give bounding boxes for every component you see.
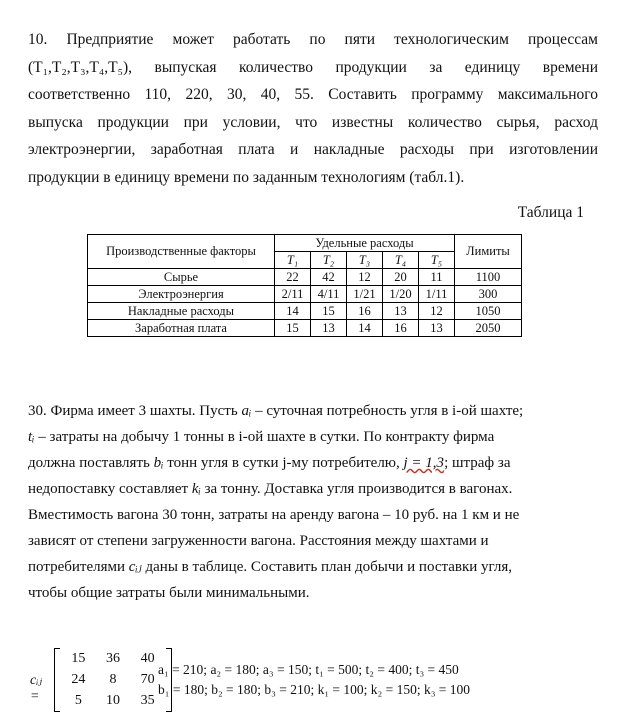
matrix-label: cᵢⱼ = bbox=[30, 673, 43, 704]
limit-cell: 1050 bbox=[455, 303, 522, 320]
problem-30-line bbox=[28, 554, 588, 580]
problem-10-line: (T₁,T₂,T₃,T₄,T₅), выпуская количество продукции за единицу времени bbox=[28, 58, 598, 76]
problem-30-line: чтобы общие затраты были минимальными. bbox=[28, 585, 310, 601]
table-cell: 14 bbox=[347, 320, 383, 337]
table-cell: 16 bbox=[383, 320, 419, 337]
production-factors-table bbox=[87, 234, 522, 337]
factor-name: Заработная плата bbox=[88, 320, 275, 337]
problem-30-line bbox=[28, 476, 588, 502]
table-cell: 12 bbox=[347, 269, 383, 286]
text-segment: за тонну. Доставка угля производится в вагонах. bbox=[200, 481, 513, 497]
tech-column-header: T₁ bbox=[275, 252, 311, 269]
header-factor: Производственные факторы bbox=[88, 235, 275, 269]
distance-matrix bbox=[54, 648, 172, 712]
matrix-cell: 36 bbox=[105, 651, 120, 666]
math-variable: bᵢ bbox=[153, 455, 164, 471]
matrix-cell: 24 bbox=[71, 672, 86, 687]
text-segment: недопоставку составляет bbox=[28, 481, 192, 497]
table-cell: 42 bbox=[311, 269, 347, 286]
limit-cell: 2050 bbox=[455, 320, 522, 337]
matrix-cell: 5 bbox=[74, 693, 82, 708]
table-cell: 20 bbox=[383, 269, 419, 286]
table-caption: Таблица 1 bbox=[517, 204, 584, 221]
limit-cell: 300 bbox=[455, 286, 522, 303]
matrix-cell: 70 bbox=[140, 672, 155, 687]
table-cell: 15 bbox=[275, 320, 311, 337]
problem-10-text bbox=[28, 26, 598, 191]
table-cell: 1/21 bbox=[347, 286, 383, 303]
tech-column-header: T₂ bbox=[311, 252, 347, 269]
problem-10-line: выпуска продукции при условии, что известны количество сырья, расход bbox=[28, 113, 598, 131]
problem-30-line bbox=[28, 424, 588, 450]
table-cell: 22 bbox=[275, 269, 311, 286]
text-segment: – суточная потребность угля в i-ой шахте; bbox=[251, 403, 524, 419]
table-cell: 16 bbox=[347, 303, 383, 320]
text-segment: потребителями bbox=[28, 559, 129, 575]
tech-column-header: T₅ bbox=[419, 252, 455, 269]
text-segment: – затраты на добычу 1 тонны в i-ой шахте в сутки. По контракту фирма bbox=[34, 429, 495, 445]
problem-parameters bbox=[158, 660, 470, 700]
table-row bbox=[88, 320, 522, 337]
table-cell: 13 bbox=[311, 320, 347, 337]
table-row bbox=[88, 269, 522, 286]
index-range: j = 1,3 bbox=[403, 455, 445, 471]
factor-name: Накладные расходы bbox=[88, 303, 275, 320]
tech-column-header: T₄ bbox=[383, 252, 419, 269]
math-variable: kᵢ bbox=[191, 481, 201, 497]
matrix-cell: 40 bbox=[140, 651, 155, 666]
table-cell: 1/20 bbox=[383, 286, 419, 303]
header-limits: Лимиты bbox=[455, 235, 522, 269]
table-cell: 11 bbox=[419, 269, 455, 286]
matrix-cell: 10 bbox=[105, 693, 120, 708]
problem-10-line: электроэнергии, заработная плата и накладные расходы при изготовлении bbox=[28, 141, 598, 158]
problem-30-line: зависят от степени загруженности вагона. Расстояния между шахтами и bbox=[28, 533, 489, 549]
table-row bbox=[88, 303, 522, 320]
matrix-row bbox=[55, 690, 171, 711]
matrix-cell: 8 bbox=[109, 672, 117, 687]
text-segment: даны в таблице. Составить план добычи и поставки угля, bbox=[141, 559, 513, 575]
table-row bbox=[88, 286, 522, 303]
table-cell: 4/11 bbox=[311, 286, 347, 303]
text-segment: ; штраф за bbox=[444, 455, 511, 471]
text-segment: 30. Фирма имеет 3 шахты. Пусть bbox=[28, 403, 242, 419]
parameters-line: a₁ = 210; a₂ = 180; a₃ = 150; t₁ = 500; t₂ = 400; t₃ = 450 bbox=[158, 662, 459, 677]
math-variable: tᵢ bbox=[28, 429, 35, 445]
problem-30-line bbox=[28, 398, 588, 424]
table-cell: 12 bbox=[419, 303, 455, 320]
matrix-row bbox=[55, 669, 171, 690]
tech-column-header: T₃ bbox=[347, 252, 383, 269]
factor-name: Электроэнергия bbox=[88, 286, 275, 303]
problem-30-text bbox=[28, 398, 588, 606]
table-cell: 15 bbox=[311, 303, 347, 320]
table-cell: 13 bbox=[419, 320, 455, 337]
table-header-row bbox=[88, 235, 522, 252]
math-variable: cᵢⱼ bbox=[128, 559, 142, 575]
table-cell: 1/11 bbox=[419, 286, 455, 303]
table-cell: 13 bbox=[383, 303, 419, 320]
problem-30-line: Вместимость вагона 30 тонн, затраты на аренду вагона – 10 руб. на 1 км и не bbox=[28, 507, 520, 523]
math-variable: aᵢ bbox=[241, 403, 252, 419]
limit-cell: 1100 bbox=[455, 269, 522, 286]
table-cell: 2/11 bbox=[275, 286, 311, 303]
problem-30-line bbox=[28, 450, 588, 476]
problem-10-line: продукции в единицу времени по заданным технологиям (табл.1). bbox=[28, 168, 465, 186]
factor-name: Сырье bbox=[88, 269, 275, 286]
matrix-cell: 15 bbox=[71, 651, 86, 666]
problem-10-line: соответственно 110, 220, 30, 40, 55. Составить программу максимального bbox=[28, 86, 598, 103]
matrix-cell: 35 bbox=[140, 693, 155, 708]
header-specific-costs: Удельные расходы bbox=[275, 235, 455, 252]
text-segment: должна поставлять bbox=[28, 455, 154, 471]
matrix-row bbox=[55, 648, 171, 669]
parameters-line: b₁ = 180; b₂ = 180; b₃ = 210; k₁ = 100; k₂ = 150; k₃ = 100 bbox=[158, 682, 471, 697]
text-segment: тонн угля в сутки j-му потребителю, bbox=[163, 455, 404, 471]
problem-10-line: 10. Предприятие может работать по пяти технологическим процессам bbox=[28, 31, 598, 48]
table-cell: 14 bbox=[275, 303, 311, 320]
